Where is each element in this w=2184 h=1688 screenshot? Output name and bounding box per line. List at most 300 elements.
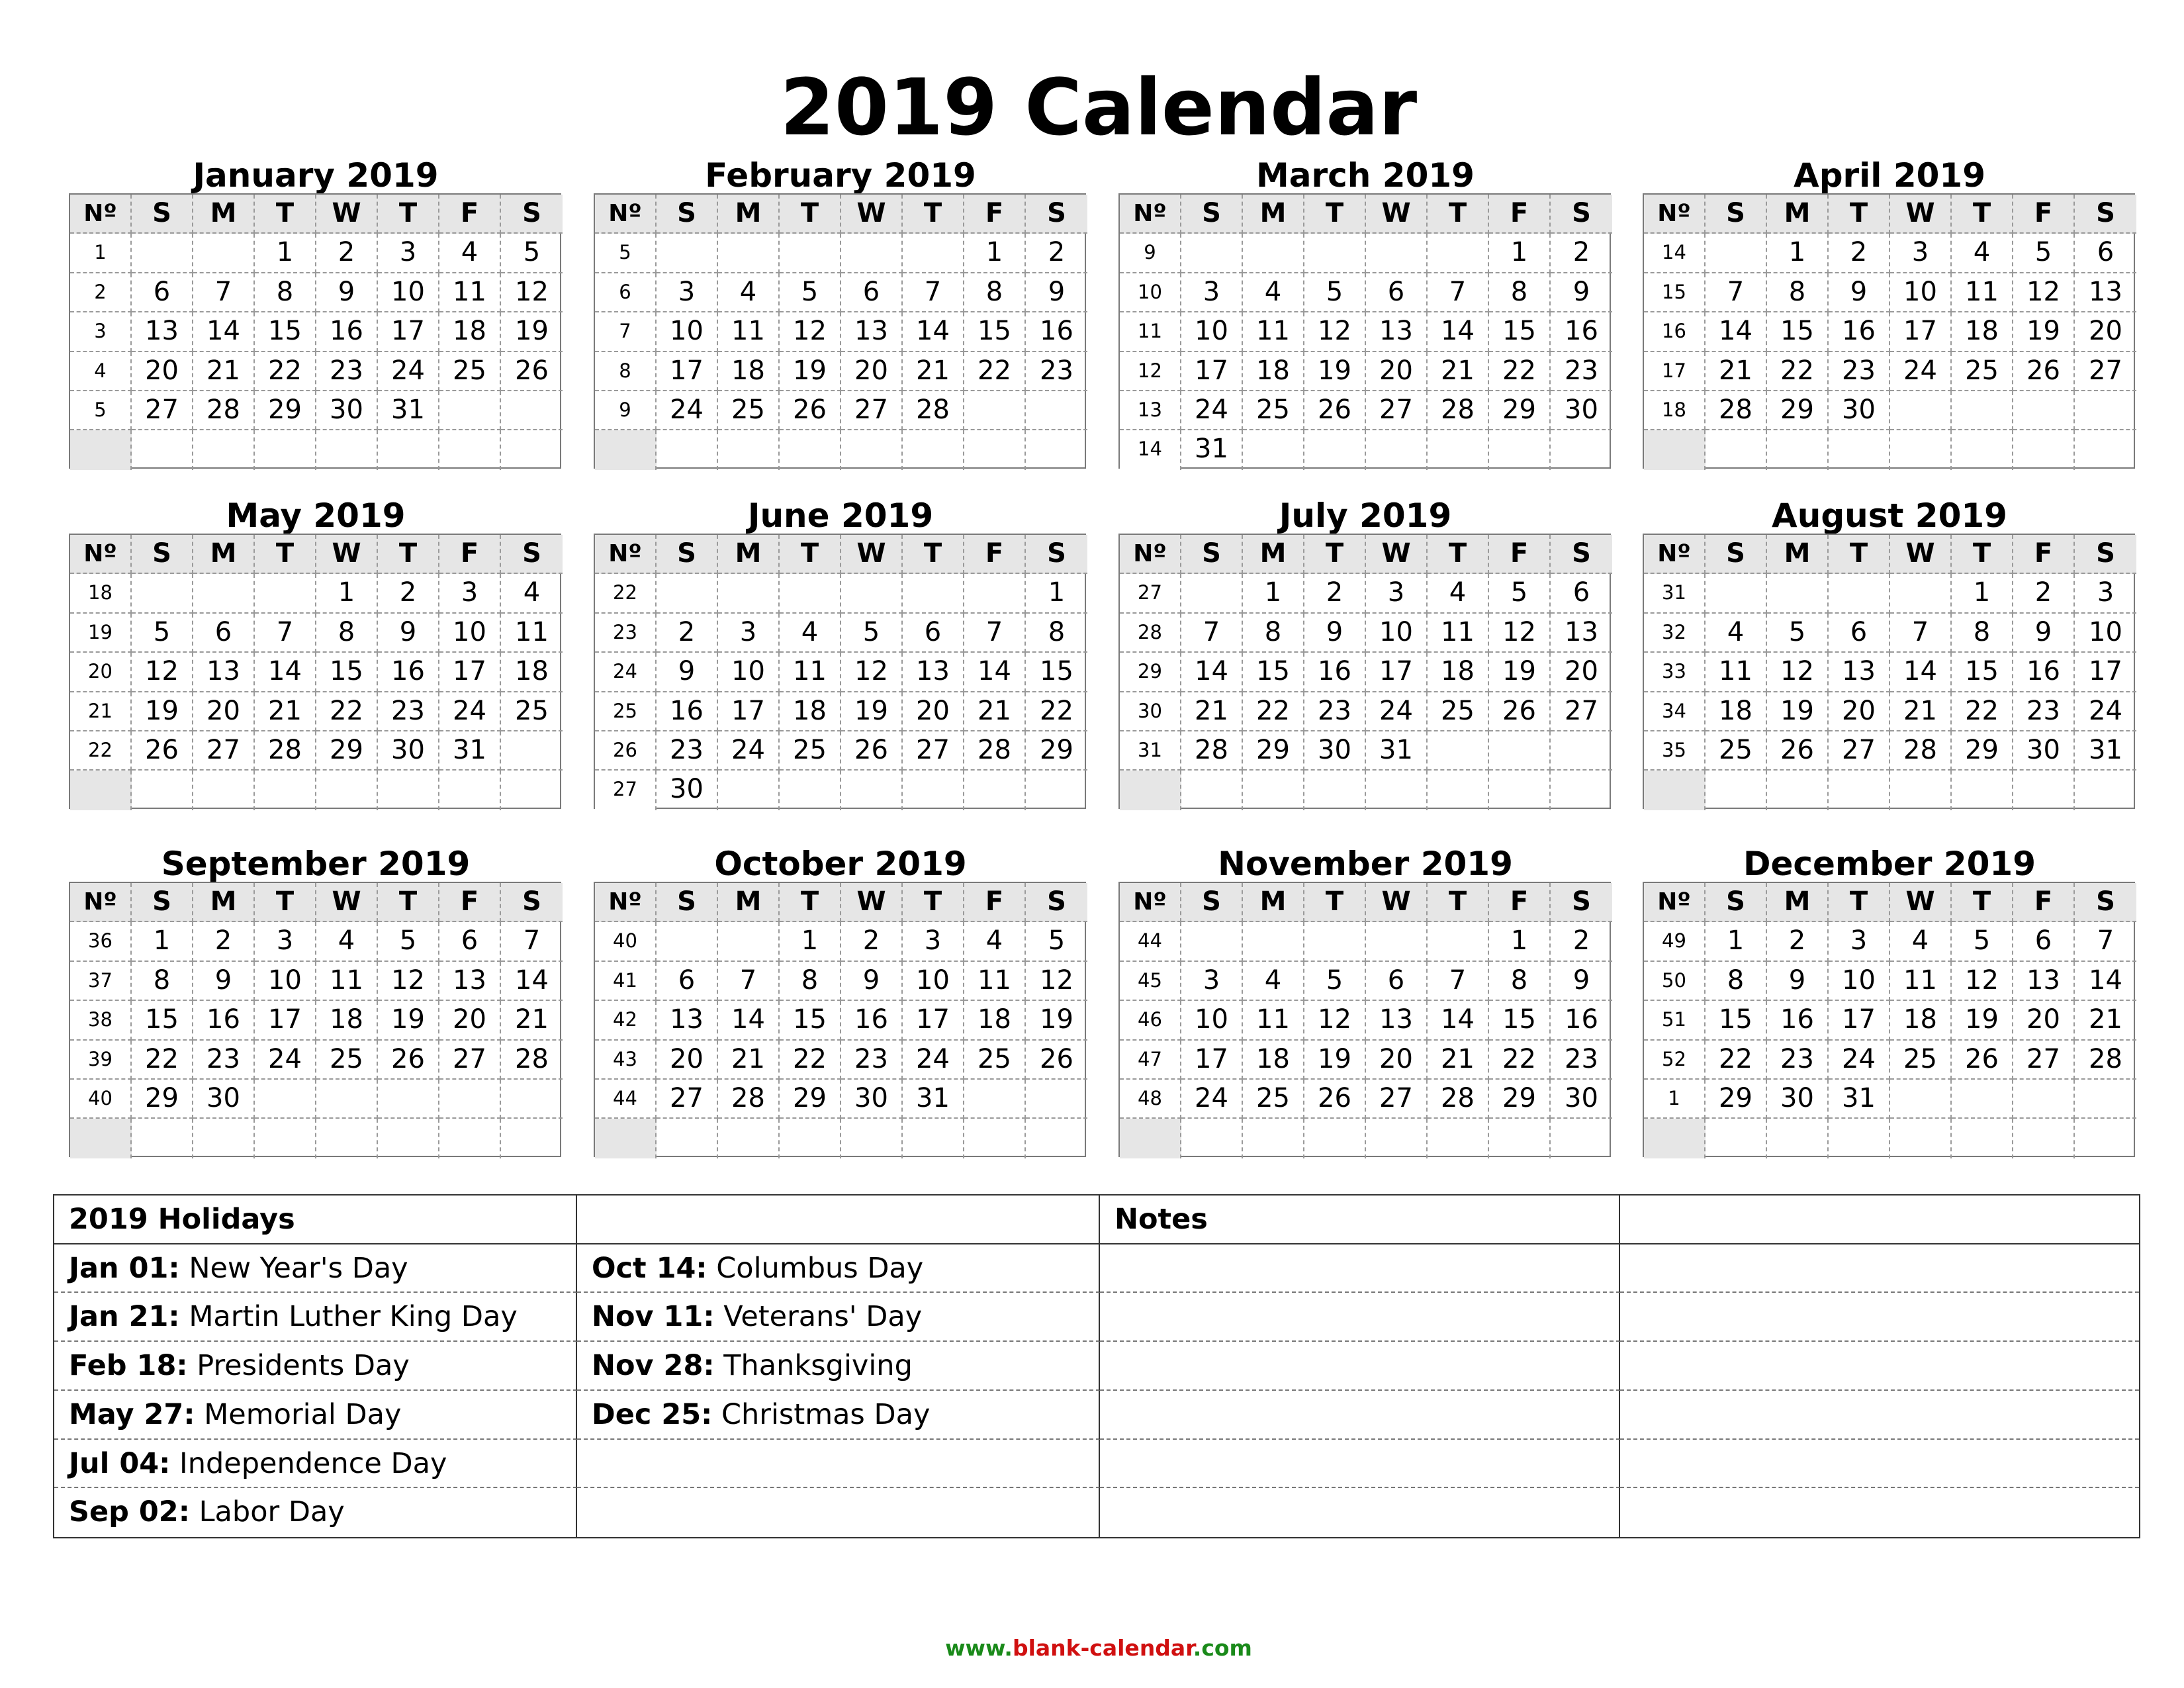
day-cell[interactable] xyxy=(1366,771,1428,810)
day-cell[interactable] xyxy=(1706,1119,1767,1158)
day-cell[interactable]: 17 xyxy=(1366,653,1428,692)
day-cell[interactable]: 16 xyxy=(1304,653,1366,692)
day-cell[interactable]: 23 xyxy=(657,731,718,771)
day-cell[interactable]: 11 xyxy=(439,273,501,312)
day-cell[interactable] xyxy=(964,1119,1026,1158)
day-cell[interactable]: 13 xyxy=(439,962,501,1001)
day-cell[interactable] xyxy=(316,1080,378,1119)
day-cell[interactable]: 28 xyxy=(193,391,255,430)
day-cell[interactable]: 14 xyxy=(964,653,1026,692)
day-cell[interactable]: 6 xyxy=(1366,962,1428,1001)
day-cell[interactable]: 2 xyxy=(378,574,439,613)
day-cell[interactable] xyxy=(439,1119,501,1158)
day-cell[interactable]: 24 xyxy=(2075,692,2136,731)
day-cell[interactable]: 21 xyxy=(1706,352,1767,391)
day-cell[interactable]: 21 xyxy=(1428,1041,1489,1080)
day-cell[interactable]: 28 xyxy=(964,731,1026,771)
day-cell[interactable]: 22 xyxy=(780,1041,841,1080)
day-cell[interactable] xyxy=(903,1119,964,1158)
day-cell[interactable] xyxy=(1767,771,1829,810)
day-cell[interactable]: 7 xyxy=(193,273,255,312)
day-cell[interactable]: 31 xyxy=(439,731,501,771)
day-cell[interactable] xyxy=(1366,234,1428,273)
day-cell[interactable]: 21 xyxy=(964,692,1026,731)
day-cell[interactable]: 2 xyxy=(657,614,718,653)
day-cell[interactable] xyxy=(1829,574,1890,613)
day-cell[interactable] xyxy=(657,922,718,961)
day-cell[interactable]: 9 xyxy=(841,962,903,1001)
day-cell[interactable]: 12 xyxy=(841,653,903,692)
day-cell[interactable]: 6 xyxy=(132,273,193,312)
day-cell[interactable]: 9 xyxy=(1551,273,1612,312)
day-cell[interactable]: 17 xyxy=(718,692,780,731)
notes-line[interactable] xyxy=(1620,1440,2139,1489)
day-cell[interactable]: 11 xyxy=(1243,312,1304,352)
day-cell[interactable]: 28 xyxy=(255,731,316,771)
day-cell[interactable]: 4 xyxy=(1952,234,2013,273)
day-cell[interactable]: 1 xyxy=(1767,234,1829,273)
day-cell[interactable]: 12 xyxy=(1304,1001,1366,1040)
day-cell[interactable] xyxy=(1829,430,1890,469)
day-cell[interactable]: 24 xyxy=(439,692,501,731)
day-cell[interactable]: 10 xyxy=(378,273,439,312)
day-cell[interactable]: 23 xyxy=(1829,352,1890,391)
day-cell[interactable]: 4 xyxy=(780,614,841,653)
day-cell[interactable]: 5 xyxy=(501,234,563,273)
day-cell[interactable] xyxy=(1767,574,1829,613)
day-cell[interactable]: 6 xyxy=(1366,273,1428,312)
day-cell[interactable] xyxy=(1366,1119,1428,1158)
day-cell[interactable] xyxy=(1181,1119,1243,1158)
day-cell[interactable]: 11 xyxy=(316,962,378,1001)
day-cell[interactable]: 12 xyxy=(378,962,439,1001)
day-cell[interactable]: 26 xyxy=(132,731,193,771)
day-cell[interactable]: 12 xyxy=(1489,614,1551,653)
day-cell[interactable] xyxy=(1304,771,1366,810)
day-cell[interactable]: 22 xyxy=(1489,352,1551,391)
day-cell[interactable] xyxy=(1181,234,1243,273)
day-cell[interactable] xyxy=(1767,1119,1829,1158)
day-cell[interactable]: 9 xyxy=(378,614,439,653)
day-cell[interactable]: 27 xyxy=(1829,731,1890,771)
day-cell[interactable]: 10 xyxy=(439,614,501,653)
day-cell[interactable]: 2 xyxy=(1551,234,1612,273)
day-cell[interactable]: 18 xyxy=(1243,1041,1304,1080)
day-cell[interactable] xyxy=(964,430,1026,469)
day-cell[interactable] xyxy=(2075,391,2136,430)
day-cell[interactable]: 24 xyxy=(657,391,718,430)
day-cell[interactable]: 15 xyxy=(255,312,316,352)
day-cell[interactable]: 17 xyxy=(1181,1041,1243,1080)
day-cell[interactable]: 26 xyxy=(780,391,841,430)
day-cell[interactable]: 24 xyxy=(255,1041,316,1080)
day-cell[interactable] xyxy=(1829,1119,1890,1158)
day-cell[interactable] xyxy=(1829,771,1890,810)
day-cell[interactable]: 14 xyxy=(193,312,255,352)
day-cell[interactable]: 29 xyxy=(1767,391,1829,430)
day-cell[interactable] xyxy=(1551,771,1612,810)
day-cell[interactable]: 29 xyxy=(132,1080,193,1119)
notes-line[interactable] xyxy=(1100,1293,1620,1342)
day-cell[interactable]: 3 xyxy=(255,922,316,961)
day-cell[interactable]: 1 xyxy=(964,234,1026,273)
day-cell[interactable]: 19 xyxy=(501,312,563,352)
day-cell[interactable]: 30 xyxy=(1304,731,1366,771)
day-cell[interactable] xyxy=(501,1080,563,1119)
day-cell[interactable]: 7 xyxy=(903,273,964,312)
day-cell[interactable] xyxy=(1181,922,1243,961)
day-cell[interactable]: 17 xyxy=(1829,1001,1890,1040)
day-cell[interactable] xyxy=(2075,1119,2136,1158)
day-cell[interactable]: 20 xyxy=(1551,653,1612,692)
day-cell[interactable]: 27 xyxy=(132,391,193,430)
day-cell[interactable]: 25 xyxy=(501,692,563,731)
day-cell[interactable]: 15 xyxy=(132,1001,193,1040)
day-cell[interactable]: 27 xyxy=(841,391,903,430)
day-cell[interactable]: 26 xyxy=(1026,1041,1087,1080)
day-cell[interactable]: 15 xyxy=(1243,653,1304,692)
day-cell[interactable] xyxy=(439,1080,501,1119)
day-cell[interactable] xyxy=(1243,922,1304,961)
day-cell[interactable]: 16 xyxy=(378,653,439,692)
day-cell[interactable]: 28 xyxy=(2075,1041,2136,1080)
day-cell[interactable]: 25 xyxy=(1243,391,1304,430)
day-cell[interactable]: 29 xyxy=(1706,1080,1767,1119)
day-cell[interactable] xyxy=(2013,771,2075,810)
day-cell[interactable]: 22 xyxy=(316,692,378,731)
day-cell[interactable]: 13 xyxy=(657,1001,718,1040)
day-cell[interactable] xyxy=(841,430,903,469)
day-cell[interactable]: 12 xyxy=(2013,273,2075,312)
day-cell[interactable] xyxy=(1428,430,1489,469)
day-cell[interactable]: 7 xyxy=(718,962,780,1001)
day-cell[interactable]: 31 xyxy=(1181,430,1243,469)
day-cell[interactable]: 29 xyxy=(255,391,316,430)
day-cell[interactable]: 7 xyxy=(964,614,1026,653)
day-cell[interactable]: 20 xyxy=(2013,1001,2075,1040)
day-cell[interactable]: 9 xyxy=(1026,273,1087,312)
day-cell[interactable] xyxy=(1026,1080,1087,1119)
day-cell[interactable]: 24 xyxy=(718,731,780,771)
day-cell[interactable]: 26 xyxy=(378,1041,439,1080)
day-cell[interactable]: 23 xyxy=(1026,352,1087,391)
day-cell[interactable]: 18 xyxy=(501,653,563,692)
day-cell[interactable]: 11 xyxy=(1706,653,1767,692)
day-cell[interactable] xyxy=(1026,771,1087,810)
day-cell[interactable]: 22 xyxy=(132,1041,193,1080)
day-cell[interactable]: 11 xyxy=(1952,273,2013,312)
day-cell[interactable]: 25 xyxy=(780,731,841,771)
day-cell[interactable]: 21 xyxy=(1428,352,1489,391)
day-cell[interactable]: 9 xyxy=(2013,614,2075,653)
day-cell[interactable]: 31 xyxy=(903,1080,964,1119)
day-cell[interactable]: 31 xyxy=(1366,731,1428,771)
day-cell[interactable]: 23 xyxy=(1551,352,1612,391)
day-cell[interactable]: 19 xyxy=(1026,1001,1087,1040)
day-cell[interactable] xyxy=(903,234,964,273)
day-cell[interactable]: 7 xyxy=(2075,922,2136,961)
day-cell[interactable]: 10 xyxy=(1181,1001,1243,1040)
day-cell[interactable]: 25 xyxy=(1952,352,2013,391)
day-cell[interactable]: 1 xyxy=(780,922,841,961)
day-cell[interactable]: 2 xyxy=(1551,922,1612,961)
day-cell[interactable] xyxy=(1304,234,1366,273)
day-cell[interactable] xyxy=(1428,771,1489,810)
day-cell[interactable]: 20 xyxy=(903,692,964,731)
notes-line[interactable] xyxy=(1620,1244,2139,1293)
day-cell[interactable]: 10 xyxy=(718,653,780,692)
day-cell[interactable]: 3 xyxy=(2075,574,2136,613)
day-cell[interactable]: 1 xyxy=(1952,574,2013,613)
day-cell[interactable]: 5 xyxy=(2013,234,2075,273)
day-cell[interactable]: 27 xyxy=(1366,1080,1428,1119)
day-cell[interactable]: 17 xyxy=(903,1001,964,1040)
day-cell[interactable]: 7 xyxy=(1890,614,1952,653)
day-cell[interactable]: 10 xyxy=(657,312,718,352)
day-cell[interactable]: 6 xyxy=(841,273,903,312)
day-cell[interactable]: 15 xyxy=(964,312,1026,352)
day-cell[interactable]: 29 xyxy=(1489,391,1551,430)
day-cell[interactable]: 11 xyxy=(501,614,563,653)
day-cell[interactable] xyxy=(132,430,193,469)
day-cell[interactable] xyxy=(255,1119,316,1158)
day-cell[interactable] xyxy=(1551,430,1612,469)
day-cell[interactable]: 4 xyxy=(718,273,780,312)
day-cell[interactable]: 21 xyxy=(2075,1001,2136,1040)
day-cell[interactable] xyxy=(1181,574,1243,613)
day-cell[interactable] xyxy=(718,234,780,273)
day-cell[interactable]: 13 xyxy=(1366,312,1428,352)
day-cell[interactable]: 14 xyxy=(1428,1001,1489,1040)
day-cell[interactable]: 13 xyxy=(2075,273,2136,312)
day-cell[interactable]: 19 xyxy=(841,692,903,731)
day-cell[interactable]: 18 xyxy=(1428,653,1489,692)
day-cell[interactable] xyxy=(1952,1080,2013,1119)
day-cell[interactable]: 13 xyxy=(1829,653,1890,692)
day-cell[interactable]: 15 xyxy=(1706,1001,1767,1040)
day-cell[interactable]: 26 xyxy=(1304,1080,1366,1119)
day-cell[interactable]: 6 xyxy=(193,614,255,653)
day-cell[interactable]: 30 xyxy=(657,771,718,810)
day-cell[interactable]: 22 xyxy=(1952,692,2013,731)
day-cell[interactable] xyxy=(1890,1119,1952,1158)
day-cell[interactable]: 30 xyxy=(1551,391,1612,430)
day-cell[interactable] xyxy=(501,391,563,430)
day-cell[interactable]: 20 xyxy=(132,352,193,391)
day-cell[interactable]: 24 xyxy=(1181,391,1243,430)
day-cell[interactable]: 31 xyxy=(1829,1080,1890,1119)
day-cell[interactable]: 20 xyxy=(2075,312,2136,352)
day-cell[interactable] xyxy=(1551,731,1612,771)
notes-line[interactable] xyxy=(1620,1342,2139,1391)
day-cell[interactable]: 1 xyxy=(1706,922,1767,961)
day-cell[interactable] xyxy=(1428,1119,1489,1158)
day-cell[interactable]: 25 xyxy=(1243,1080,1304,1119)
day-cell[interactable]: 30 xyxy=(1767,1080,1829,1119)
day-cell[interactable]: 29 xyxy=(780,1080,841,1119)
day-cell[interactable] xyxy=(193,771,255,810)
day-cell[interactable]: 26 xyxy=(501,352,563,391)
day-cell[interactable] xyxy=(255,430,316,469)
day-cell[interactable]: 8 xyxy=(964,273,1026,312)
day-cell[interactable]: 18 xyxy=(316,1001,378,1040)
day-cell[interactable]: 23 xyxy=(841,1041,903,1080)
day-cell[interactable]: 16 xyxy=(1551,312,1612,352)
day-cell[interactable] xyxy=(1890,430,1952,469)
day-cell[interactable]: 8 xyxy=(780,962,841,1001)
day-cell[interactable]: 6 xyxy=(1551,574,1612,613)
day-cell[interactable]: 11 xyxy=(1890,962,1952,1001)
day-cell[interactable] xyxy=(193,574,255,613)
day-cell[interactable] xyxy=(964,1080,1026,1119)
day-cell[interactable] xyxy=(501,771,563,810)
day-cell[interactable]: 21 xyxy=(1181,692,1243,731)
day-cell[interactable]: 28 xyxy=(1181,731,1243,771)
day-cell[interactable] xyxy=(1243,234,1304,273)
day-cell[interactable] xyxy=(841,234,903,273)
day-cell[interactable]: 15 xyxy=(316,653,378,692)
day-cell[interactable]: 19 xyxy=(1489,653,1551,692)
day-cell[interactable]: 16 xyxy=(193,1001,255,1040)
day-cell[interactable]: 16 xyxy=(657,692,718,731)
day-cell[interactable]: 3 xyxy=(903,922,964,961)
day-cell[interactable]: 1 xyxy=(1243,574,1304,613)
day-cell[interactable]: 7 xyxy=(1428,273,1489,312)
day-cell[interactable]: 2 xyxy=(1026,234,1087,273)
day-cell[interactable]: 29 xyxy=(1243,731,1304,771)
day-cell[interactable]: 19 xyxy=(378,1001,439,1040)
day-cell[interactable]: 10 xyxy=(1366,614,1428,653)
day-cell[interactable]: 8 xyxy=(255,273,316,312)
day-cell[interactable]: 15 xyxy=(780,1001,841,1040)
day-cell[interactable]: 8 xyxy=(1706,962,1767,1001)
day-cell[interactable]: 24 xyxy=(1181,1080,1243,1119)
day-cell[interactable]: 27 xyxy=(2013,1041,2075,1080)
day-cell[interactable]: 17 xyxy=(439,653,501,692)
day-cell[interactable]: 21 xyxy=(193,352,255,391)
day-cell[interactable]: 10 xyxy=(2075,614,2136,653)
day-cell[interactable]: 1 xyxy=(316,574,378,613)
day-cell[interactable]: 30 xyxy=(193,1080,255,1119)
day-cell[interactable]: 7 xyxy=(255,614,316,653)
day-cell[interactable]: 3 xyxy=(1181,962,1243,1001)
day-cell[interactable]: 25 xyxy=(1890,1041,1952,1080)
day-cell[interactable] xyxy=(718,574,780,613)
day-cell[interactable]: 16 xyxy=(1767,1001,1829,1040)
day-cell[interactable]: 12 xyxy=(501,273,563,312)
day-cell[interactable]: 1 xyxy=(1026,574,1087,613)
day-cell[interactable]: 28 xyxy=(1890,731,1952,771)
day-cell[interactable] xyxy=(316,771,378,810)
day-cell[interactable]: 23 xyxy=(316,352,378,391)
day-cell[interactable] xyxy=(718,430,780,469)
day-cell[interactable]: 30 xyxy=(378,731,439,771)
day-cell[interactable]: 19 xyxy=(1952,1001,2013,1040)
day-cell[interactable] xyxy=(1952,1119,2013,1158)
day-cell[interactable]: 13 xyxy=(1366,1001,1428,1040)
day-cell[interactable]: 21 xyxy=(1890,692,1952,731)
day-cell[interactable] xyxy=(841,771,903,810)
day-cell[interactable]: 18 xyxy=(1890,1001,1952,1040)
day-cell[interactable]: 6 xyxy=(2013,922,2075,961)
day-cell[interactable]: 14 xyxy=(501,962,563,1001)
day-cell[interactable] xyxy=(132,234,193,273)
day-cell[interactable]: 18 xyxy=(964,1001,1026,1040)
day-cell[interactable] xyxy=(193,430,255,469)
day-cell[interactable] xyxy=(780,574,841,613)
day-cell[interactable] xyxy=(1890,1080,1952,1119)
day-cell[interactable] xyxy=(903,430,964,469)
day-cell[interactable]: 27 xyxy=(439,1041,501,1080)
day-cell[interactable] xyxy=(964,391,1026,430)
day-cell[interactable]: 14 xyxy=(2075,962,2136,1001)
day-cell[interactable]: 8 xyxy=(1489,962,1551,1001)
day-cell[interactable]: 24 xyxy=(378,352,439,391)
day-cell[interactable] xyxy=(1952,391,2013,430)
day-cell[interactable]: 3 xyxy=(718,614,780,653)
day-cell[interactable]: 20 xyxy=(1829,692,1890,731)
day-cell[interactable]: 15 xyxy=(1767,312,1829,352)
day-cell[interactable]: 17 xyxy=(1181,352,1243,391)
day-cell[interactable]: 15 xyxy=(1489,312,1551,352)
day-cell[interactable] xyxy=(1304,922,1366,961)
day-cell[interactable]: 18 xyxy=(439,312,501,352)
day-cell[interactable]: 28 xyxy=(1706,391,1767,430)
day-cell[interactable]: 2 xyxy=(316,234,378,273)
day-cell[interactable]: 24 xyxy=(903,1041,964,1080)
day-cell[interactable]: 9 xyxy=(657,653,718,692)
day-cell[interactable] xyxy=(1890,391,1952,430)
day-cell[interactable]: 24 xyxy=(1829,1041,1890,1080)
day-cell[interactable]: 17 xyxy=(2075,653,2136,692)
day-cell[interactable]: 4 xyxy=(1706,614,1767,653)
day-cell[interactable]: 3 xyxy=(1181,273,1243,312)
day-cell[interactable] xyxy=(1706,234,1767,273)
day-cell[interactable]: 8 xyxy=(1767,273,1829,312)
day-cell[interactable] xyxy=(1489,731,1551,771)
day-cell[interactable]: 17 xyxy=(657,352,718,391)
day-cell[interactable] xyxy=(132,574,193,613)
day-cell[interactable] xyxy=(1243,771,1304,810)
day-cell[interactable]: 11 xyxy=(964,962,1026,1001)
day-cell[interactable]: 10 xyxy=(903,962,964,1001)
day-cell[interactable]: 11 xyxy=(1428,614,1489,653)
day-cell[interactable]: 16 xyxy=(316,312,378,352)
day-cell[interactable]: 27 xyxy=(903,731,964,771)
day-cell[interactable] xyxy=(1952,771,2013,810)
day-cell[interactable]: 4 xyxy=(439,234,501,273)
day-cell[interactable]: 30 xyxy=(2013,731,2075,771)
day-cell[interactable] xyxy=(439,771,501,810)
day-cell[interactable]: 30 xyxy=(1829,391,1890,430)
day-cell[interactable]: 14 xyxy=(1890,653,1952,692)
day-cell[interactable] xyxy=(1489,430,1551,469)
day-cell[interactable]: 8 xyxy=(132,962,193,1001)
day-cell[interactable] xyxy=(1706,430,1767,469)
day-cell[interactable] xyxy=(1428,922,1489,961)
day-cell[interactable]: 20 xyxy=(657,1041,718,1080)
day-cell[interactable]: 19 xyxy=(1304,352,1366,391)
day-cell[interactable]: 30 xyxy=(1551,1080,1612,1119)
day-cell[interactable] xyxy=(1026,430,1087,469)
day-cell[interactable]: 20 xyxy=(1366,352,1428,391)
day-cell[interactable]: 6 xyxy=(439,922,501,961)
day-cell[interactable]: 10 xyxy=(1181,312,1243,352)
day-cell[interactable]: 6 xyxy=(657,962,718,1001)
day-cell[interactable]: 14 xyxy=(255,653,316,692)
day-cell[interactable]: 13 xyxy=(903,653,964,692)
day-cell[interactable]: 3 xyxy=(1366,574,1428,613)
